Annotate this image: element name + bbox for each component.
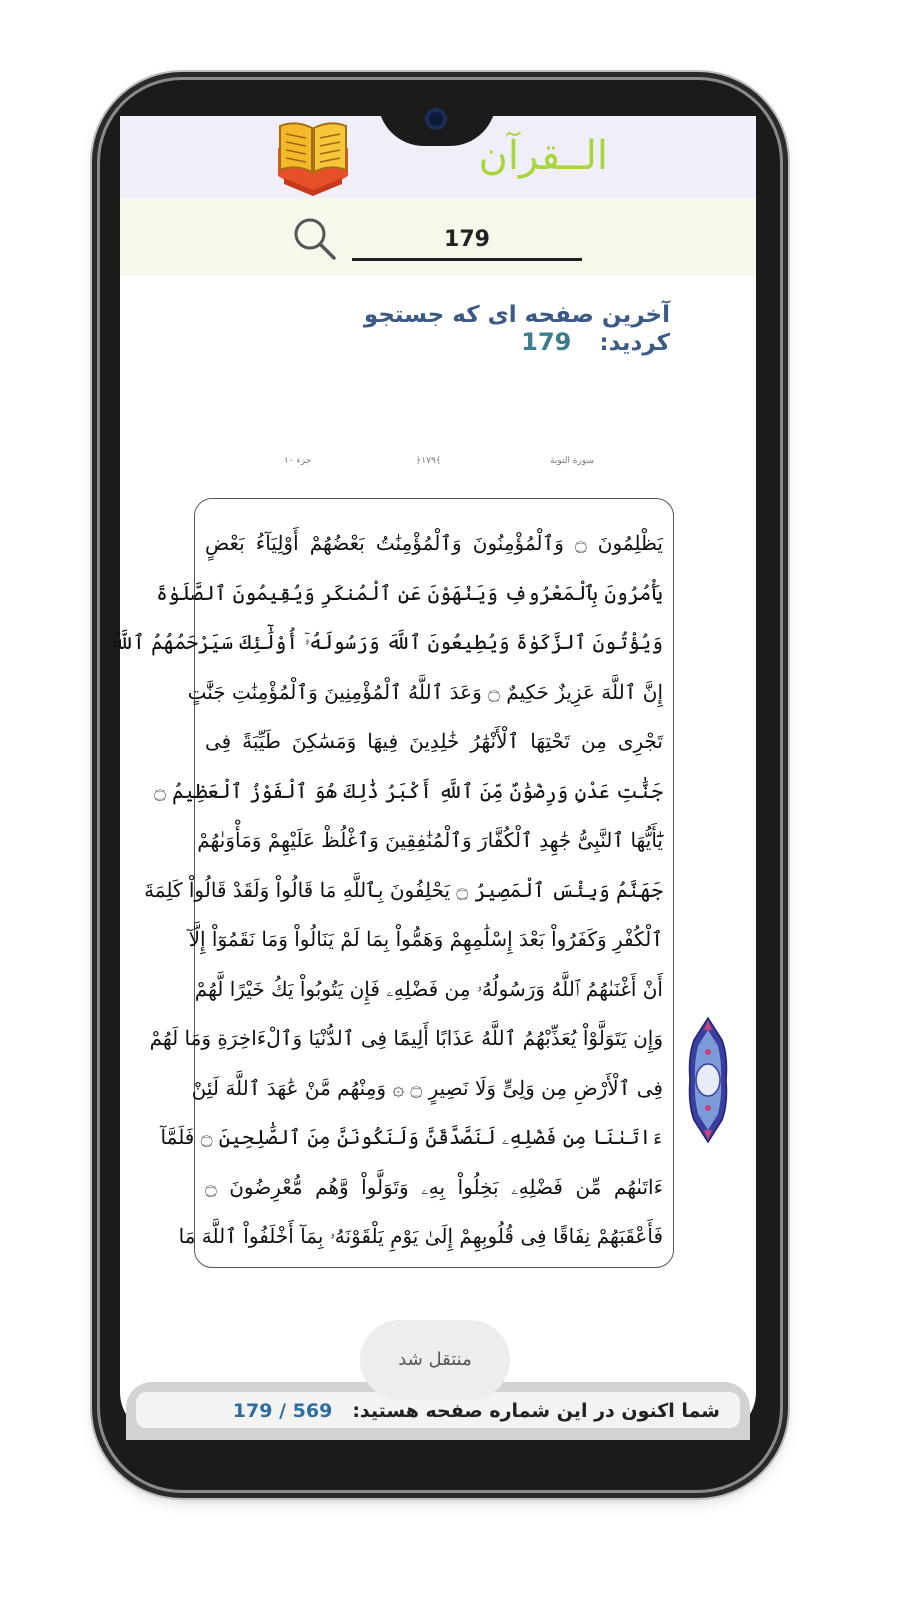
toast-message: منتقل شد	[360, 1320, 510, 1400]
app-screen	[109, 116, 756, 1436]
page-number-ornament: ﴿۱۷۹﴾	[416, 456, 442, 466]
page-search-input[interactable]	[352, 220, 582, 261]
current-page-value: 569 / 179	[232, 1400, 333, 1422]
quran-line: ءَاتَىٰهُم مِّن فَضْلِهِۦ بَخِلُواْ بِهِۦ وَتَوَلَّواْ وَّهُم مُّعْرِضُونَ ۝	[205, 1174, 663, 1199]
search-icon[interactable]	[292, 216, 338, 262]
last-search-label	[220, 302, 670, 356]
last-search-text: آخرین صفحه ای که جستجو کردید:	[363, 302, 670, 356]
quran-line: يَٰٓأَيُّهَا ٱلنَّبِىُّ جَٰهِدِ ٱلْكُفَّارَ وَٱلْمُنَٰفِقِينَ وَٱغْلُظْ عَلَيْهِمْ وَمَأْوَىٰهُمْ	[197, 828, 663, 852]
juz-label: جزء ۱۰	[284, 456, 312, 466]
quran-line: جَنَّٰتِ عَدْنٍ وَرِضْوَٰنٌ مِّنَ ٱللَّهِ أَكْبَرُ ذَٰلِكَ هُوَ ٱلْفَوْزُ ٱلْعَظِيمُ ۝	[154, 778, 663, 803]
quran-line: وَيُؤْتُونَ ٱلزَّكَوٰةَ وَيُطِيعُونَ ٱللَّهَ وَرَسُولَهُۥٓ أُوْلَٰٓئِكَ سَيَرْحَمُهُمُ ٱللَّهُ	[109, 630, 663, 654]
quran-page[interactable]	[109, 498, 674, 1268]
camera-icon	[425, 108, 447, 130]
quran-line: يَأْمُرُونَ بِٱلْمَعْرُوفِ وَيَنْهَوْنَ عَنِ ٱلْمُنكَرِ وَيُقِيمُونَ ٱلصَّلَوٰةَ	[156, 580, 663, 605]
current-page-text: شما اکنون در این شماره صفحه هستید:	[352, 1400, 720, 1422]
hizb-marker-icon	[688, 1016, 728, 1144]
surah-label: سورة التوبة	[550, 456, 595, 466]
quran-line: ءَاتَىٰنَا مِن فَضْلِهِۦ لَنَصَّدَّقَنَّ وَلَنَكُونَنَّ مِنَ ٱلصَّٰلِحِينَ ۝ فَلَمَّآ	[160, 1125, 663, 1149]
quran-line: تَجْرِى مِن تَحْتِهَا ٱلْأَنْهَٰرُ خَٰلِدِينَ فِيهَا وَمَسَٰكِنَ طَيِّبَةً فِى	[205, 729, 663, 753]
quran-line: أَنْ أَغْنَىٰهُمُ ٱللَّهُ وَرَسُولُهُۥ مِن فَضْلِهِۦ فَإِن يَتُوبُواْ يَكُ خَيْرًا لَّهُمْ	[194, 976, 663, 1001]
quran-line: ٱلْكُفْرِ وَكَفَرُواْ بَعْدَ إِسْلَٰمِهِمْ وَهَمُّواْ بِمَا لَمْ يَنَالُواْ وَمَا نَقَمُوٓاْ إِلَّآ	[188, 927, 663, 951]
quran-line: جَهَنَّمُ وَبِئْسَ ٱلْمَصِيرُ ۝ يَحْلِفُونَ بِٱللَّهِ مَا قَالُواْ وَلَقَدْ قَالُواْ كَلِمَةَ	[144, 877, 663, 902]
quran-line: فَأَعْقَبَهُمْ نِفَاقًا فِى قُلُوبِهِمْ إِلَىٰ يَوْمِ يَلْقَوْنَهُۥ بِمَآ أَخْلَفُواْ ٱللَّهَ مَا	[178, 1224, 663, 1248]
quran-line: فِى ٱلْأَرْضِ مِن وَلِىٍّ وَلَا نَصِيرٍ ۝ ۞ وَمِنْهُم مَّنْ عَٰهَدَ ٱللَّهَ لَئِنْ	[191, 1075, 663, 1100]
quran-line: إِنَّ ٱللَّهَ عَزِيزٌ حَكِيمٌ ۝ وَعَدَ ٱللَّهُ ٱلْمُؤْمِنِينَ وَٱلْمُؤْمِنَٰتِ جَنَّٰتٍ	[187, 679, 663, 704]
last-search-page[interactable]: 179	[521, 328, 572, 356]
quran-line: يَظْلِمُونَ ۝ وَٱلْمُؤْمِنُونَ وَٱلْمُؤْمِنَٰتُ بَعْضُهُمْ أَوْلِيَآءُ بَعْضٍ	[205, 531, 663, 555]
open-book-logo-icon	[272, 118, 354, 198]
app-title: الــقرآن	[478, 133, 608, 179]
quran-line: وَإِن يَتَوَلَّوْاْ يُعَذِّبْهُمُ ٱللَّهُ عَذَابًا أَلِيمًا فِى ٱلدُّنْيَا وَٱلْءَاخِرَةِ وَمَا لَهُمْ	[149, 1026, 663, 1050]
